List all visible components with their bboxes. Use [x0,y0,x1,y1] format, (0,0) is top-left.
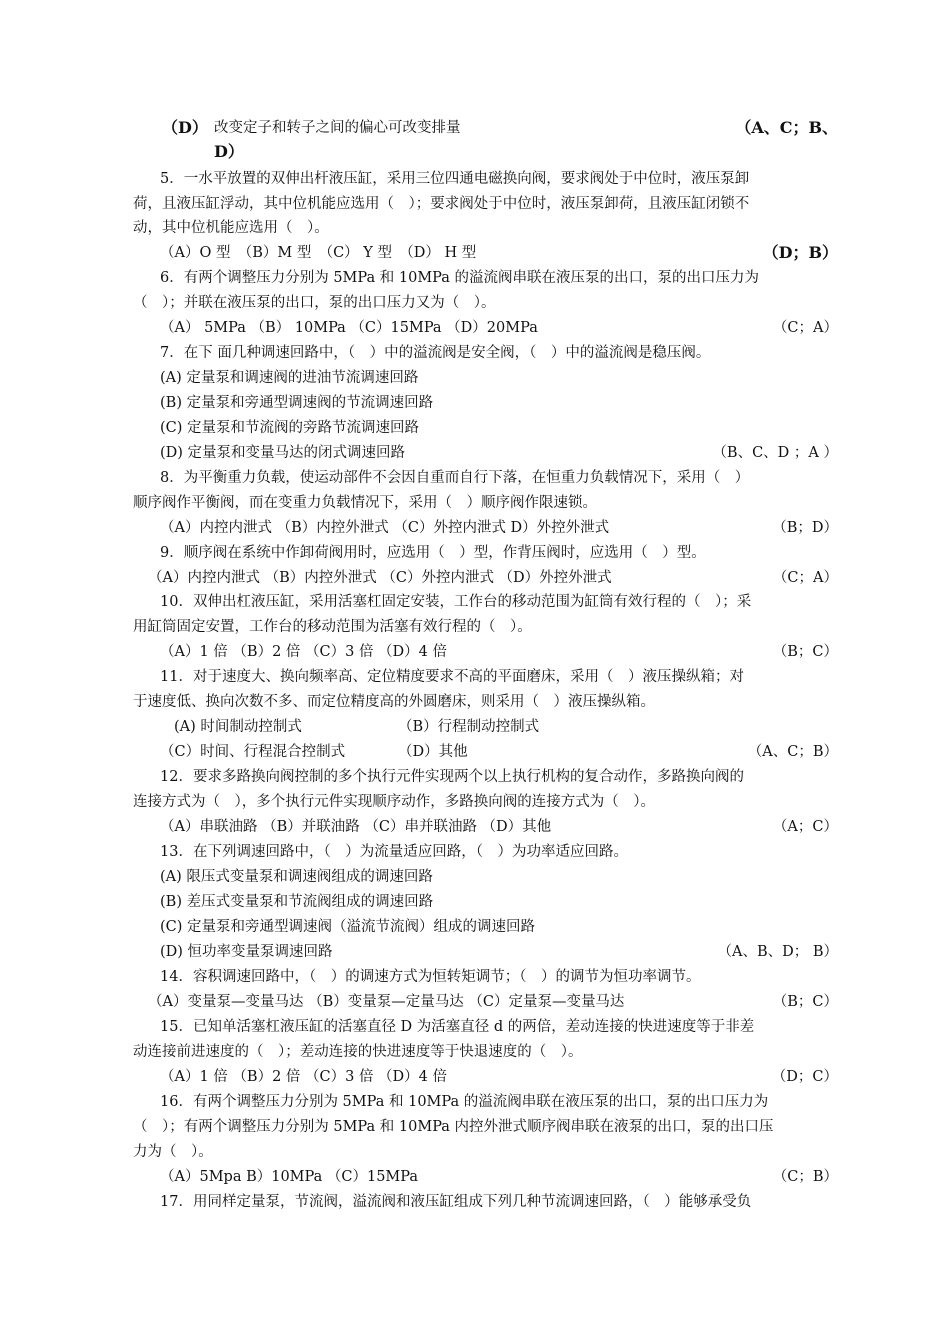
line-text: (A) 限压式变量泵和调速阀组成的调速回路 [160,869,433,885]
text-line [0,965,950,989]
text-line [0,140,950,164]
text-line [0,192,950,216]
text-line [0,1065,950,1089]
text-line [0,241,950,265]
text-line [0,890,950,914]
text-line [0,1090,950,1114]
line-text: 15．已知单活塞杠液压缸的活塞直径 D 为活塞直径 d 的两倍，差动连接的快进速度等于非差 [160,1019,755,1035]
line-text: 用缸筒固定安置，工作台的移动范围为活塞有效行程的（ ）。 [133,619,532,635]
line-text: （A）内控内泄式 （B）内控外泄式 （C）外控内泄式 （D）外控外泄式 [148,570,612,586]
line-text: 11．对于速度大、换向频率高、定位精度要求不高的平面磨床，采用（ ）液压操纵箱；对 [160,669,744,685]
text-line [0,466,950,490]
text-line [0,541,950,565]
line-text: （D） [162,118,208,137]
text-line [0,865,950,889]
text-line [0,640,950,664]
line-text: （A）变量泵—变量马达 （B）变量泵—定量马达 （C）定量泵—变量马达 [148,994,625,1010]
text-line [0,416,950,440]
line-text: （B）行程制动控制式 [398,719,540,735]
line-text: （A）1 倍 （B）2 倍 （C）3 倍 （D）4 倍 [160,644,448,660]
text-line [0,790,950,814]
answer-key: （B；C） [772,644,838,660]
line-text: 6．有两个调整压力分别为 5MPa 和 10MPa 的溢流阀串联在液压泵的出口，泵的出口压力为 [160,270,760,286]
text-line [0,615,950,639]
answer-key: （D；C） [771,1069,838,1085]
line-text: 7．在下 面几种调速回路中，（ ）中的溢流阀是安全阀，（ ）中的溢流阀是稳压阀。 [160,345,711,361]
text-line [0,391,950,415]
answer-key: （C；A） [772,320,838,336]
line-text: （ ）；并联在液压泵的出口，泵的出口压力又为（ ）。 [133,295,496,311]
line-text: 连接方式为（ ），多个执行元件实现顺序动作，多路换向阀的连接方式为（ ）。 [133,794,655,810]
text-line [0,1140,950,1164]
answer-key: （A、C；B） [747,744,838,760]
text-line [0,815,950,839]
text-line [0,516,950,540]
text-line [0,765,950,789]
line-text: （A）内控内泄式 （B）内控外泄式 （C）外控内泄式 D）外控外泄式 [160,520,610,536]
text-line [0,316,950,340]
line-text: 于速度低、换向次数不多、而定位精度高的外圆磨床，则采用（ ）液压操纵箱。 [133,694,655,710]
text-line [0,1190,950,1214]
line-text: D） [214,142,244,161]
text-line [0,291,950,315]
line-text: 5．一水平放置的双伸出杆液压缸，采用三位四通电磁换向阀，要求阀处于中位时，液压泵卸 [160,171,750,187]
line-text: 荷，且液压缸浮动，其中位机能应选用（ ）；要求阀处于中位时，液压泵卸荷，且液压缸闭锁不 [133,196,750,212]
line-text: (C) 定量泵和节流阀的旁路节流调速回路 [160,420,420,436]
text-line [0,167,950,191]
answer-key: （A；C） [772,819,838,835]
line-text: (A) 时间制动控制式 [174,719,302,735]
line-text: （D）其他 [398,744,468,760]
text-line [0,915,950,939]
line-text: （C）时间、行程混合控制式 [160,744,346,760]
text-line [0,566,950,590]
text-line [0,665,950,689]
line-text: 14．容积调速回路中，（ ）的调速方式为恒转矩调节；（ ）的调节为恒功率调节。 [160,969,701,985]
text-line [0,216,950,240]
text-line [0,940,950,964]
answer-key: （B；D） [772,520,838,536]
text-line [0,116,950,140]
text-line [0,491,950,515]
text-line [0,341,950,365]
answer-key: （B；C） [772,994,838,1010]
line-text: 12．要求多路换向阀控制的多个执行元件实现两个以上执行机构的复合动作，多路换向阀的 [160,769,744,785]
line-text: 17．用同样定量泵，节流阀，溢流阀和液压缸组成下列几种节流调速回路，（ ）能够承受负 [160,1194,752,1210]
answer-key: （A、C；B、 [735,118,838,137]
answer-key: （B、C、D ；A ） [712,445,838,461]
line-text: 顺序阀作平衡阀，而在变重力负载情况下，采用（ ）顺序阀作限速锁。 [133,495,597,511]
line-text: 8．为平衡重力负载，使运动部件不会因自重而自行下落，在恒重力负载情况下，采用（ ） [160,470,750,486]
line-text: 16．有两个调整压力分别为 5MPa 和 10MPa 的溢流阀串联在液压泵的出口，泵的出口压力为 [160,1094,769,1110]
line-text: （A）O 型 （B）M 型 （C） Y 型 （D） H 型 [160,245,477,261]
line-text: 10．双伸出杠液压缸，采用活塞杠固定安装，工作台的移动范围为缸筒有效行程的（ ）；采 [160,594,752,610]
line-text: (D) 定量泵和变量马达的闭式调速回路 [160,445,406,461]
line-text: 动，其中位机能应选用（ ）。 [133,220,329,236]
line-text: 改变定子和转子之间的偏心可改变排量 [214,120,461,136]
answer-key: （A、B、D； B） [717,944,838,960]
text-line [0,1165,950,1189]
line-text: (D) 恒功率变量泵调速回路 [160,944,333,960]
line-text: (B) 差压式变量泵和节流阀组成的调速回路 [160,894,434,910]
text-line [0,840,950,864]
line-text: (A) 定量泵和调速阀的进油节流调速回路 [160,370,419,386]
line-text: 13．在下列调速回路中，（ ）为流量适应回路，（ ）为功率适应回路。 [160,844,628,860]
text-line [0,690,950,714]
line-text: 力为（ ）。 [133,1144,213,1160]
text-line [0,1115,950,1139]
text-line [0,740,950,764]
line-text: （ ）；有两个调整压力分别为 5MPa 和 10MPa 内控外泄式顺序阀串联在液泵的出口，泵的出口压 [133,1119,774,1135]
text-line [0,441,950,465]
text-line [0,1015,950,1039]
text-line [0,990,950,1014]
line-text: (B) 定量泵和旁通型调速阀的节流调速回路 [160,395,434,411]
answer-key: （C；A） [772,570,838,586]
line-text: （A）5Mpa B）10MPa （C）15MPa [160,1169,419,1185]
text-line [0,715,950,739]
answer-key: （C；B） [772,1169,838,1185]
line-text: （A）1 倍 （B）2 倍 （C）3 倍 （D）4 倍 [160,1069,448,1085]
answer-key: （D；B） [762,243,838,262]
line-text: (C) 定量泵和旁通型调速阀（溢流节流阀）组成的调速回路 [160,919,536,935]
line-text: 动连接前进速度的（ ）；差动连接的快进速度等于快退速度的（ ）。 [133,1044,583,1060]
text-line [0,590,950,614]
text-line [0,266,950,290]
line-text: （A）串联油路 （B）并联油路 （C）串并联油路 （D）其他 [160,819,552,835]
line-text: （A） 5MPa （B） 10MPa （C）15MPa （D）20MPa [160,320,538,336]
text-line [0,366,950,390]
text-line [0,1040,950,1064]
line-text: 9．顺序阀在系统中作卸荷阀用时，应选用（ ）型，作背压阀时，应选用（ ）型。 [160,545,706,561]
